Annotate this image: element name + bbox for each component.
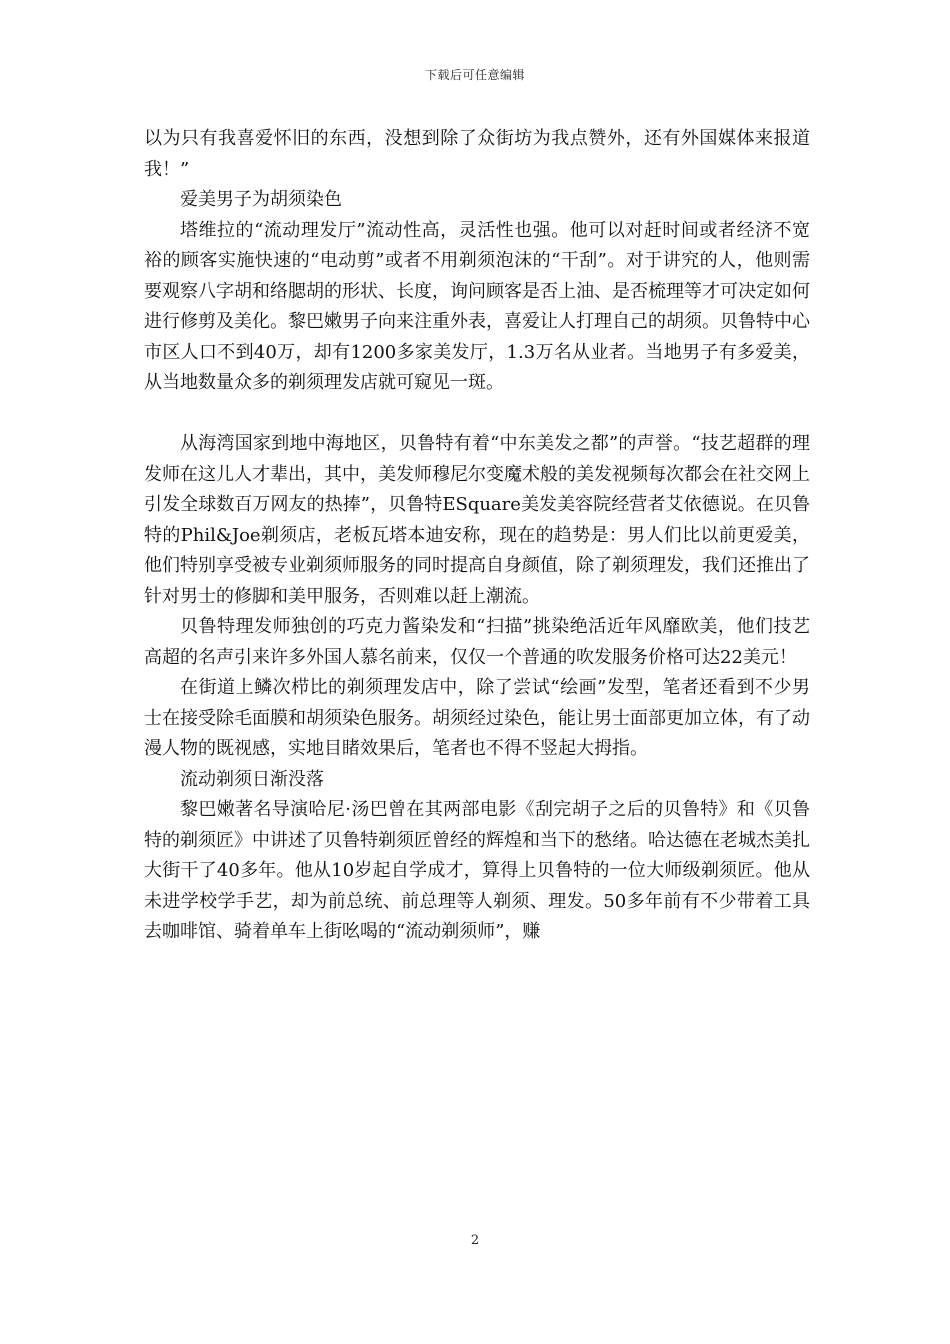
page-number: 2 [470,1233,480,1248]
paragraph-street-shops: 在街道上鳞次栉比的剃须理发店中，除了尝试“绘画”发型，笔者还看到不少男士在接受除毛面膜和胡须染色服务。胡须经过染色，能让男士面部更加立体，有了动漫人物的既视感，实地目睹效果后，笔者也不得不竖起大拇指。 [144,677,810,759]
document-body [144,124,810,948]
page-header: 下载后可任意编辑 [424,68,525,82]
section-heading-beard-dye: 爱美男子为胡须染色 [180,189,342,210]
paragraph-chocolate-dye: 贝鲁特理发师独创的巧克力酱染发和“扫描”挑染绝活近年风靡欧美，他们技艺高超的名声引来许多外国人慕名前来，仅仅一个普通的吹发服务价格可达22美元！ [144,616,810,668]
paragraph-mobile-barber: 塔维拉的“流动理发厅”流动性高，灵活性也强。他可以对赶时间或者经济不宽裕的顾客实施快速的“电动剪”或者不用剃须泡沫的“干刮”。对于讲究的人，他则需要观察八字胡和络腮胡的形状、长度，询问顾客是否上油、是否梳理等才可决定如何进行修剪及美化。黎巴嫩男子向来注重外表，喜爱让人打理自己的胡须。贝鲁特中心市区人口不到40万，却有1200多家美发厅，1.3万名从业者。当地男子有多爱美，从当地数量众多的剃须理发店就可窥见一斑。 [144,219,810,393]
paragraph-continuation: 以为只有我喜爱怀旧的东西，没想到除了众街坊为我点赞外，还有外国媒体来报道我！” [144,128,810,180]
paragraph-spacer [144,399,810,430]
paragraph-film-director: 黎巴嫩著名导演哈尼·汤巴曾在其两部电影《刮完胡子之后的贝鲁特》和《贝鲁特的剃须匠》中讲述了贝鲁特剃须匠曾经的辉煌和当下的愁绪。哈达德在老城杰美扎大街干了40多年。他从10岁起自学成才，算得上贝鲁特的一位大师级剃须匠。他从未进学校学手艺，却为前总统、前总理等人剃须、理发。50多年前有不少带着工具去咖啡馆、骑着单车上街吆喝的“流动剃须师”，赚 [144,799,810,942]
paragraph-beauty-capital: 从海湾国家到地中海地区，贝鲁特有着“中东美发之都”的声誉。“技艺超群的理发师在这儿人才辈出，其中，美发师穆尼尔变魔术般的美发视频每次都会在社交网上引发全球数百万网友的热捧”，贝鲁特ESquare美发美容院经营者艾依德说。在贝鲁特的Phil&Joe剃须店，老板瓦塔本迪安称，现在的趋势是：男人们比以前更爱美，他们特别享受被专业剃须师服务的同时提高自身颜值，除了剃须理发，我们还推出了针对男士的修脚和美甲服务，否则难以赶上潮流。 [144,433,810,607]
section-heading-decline: 流动剃须日渐没落 [180,768,324,790]
